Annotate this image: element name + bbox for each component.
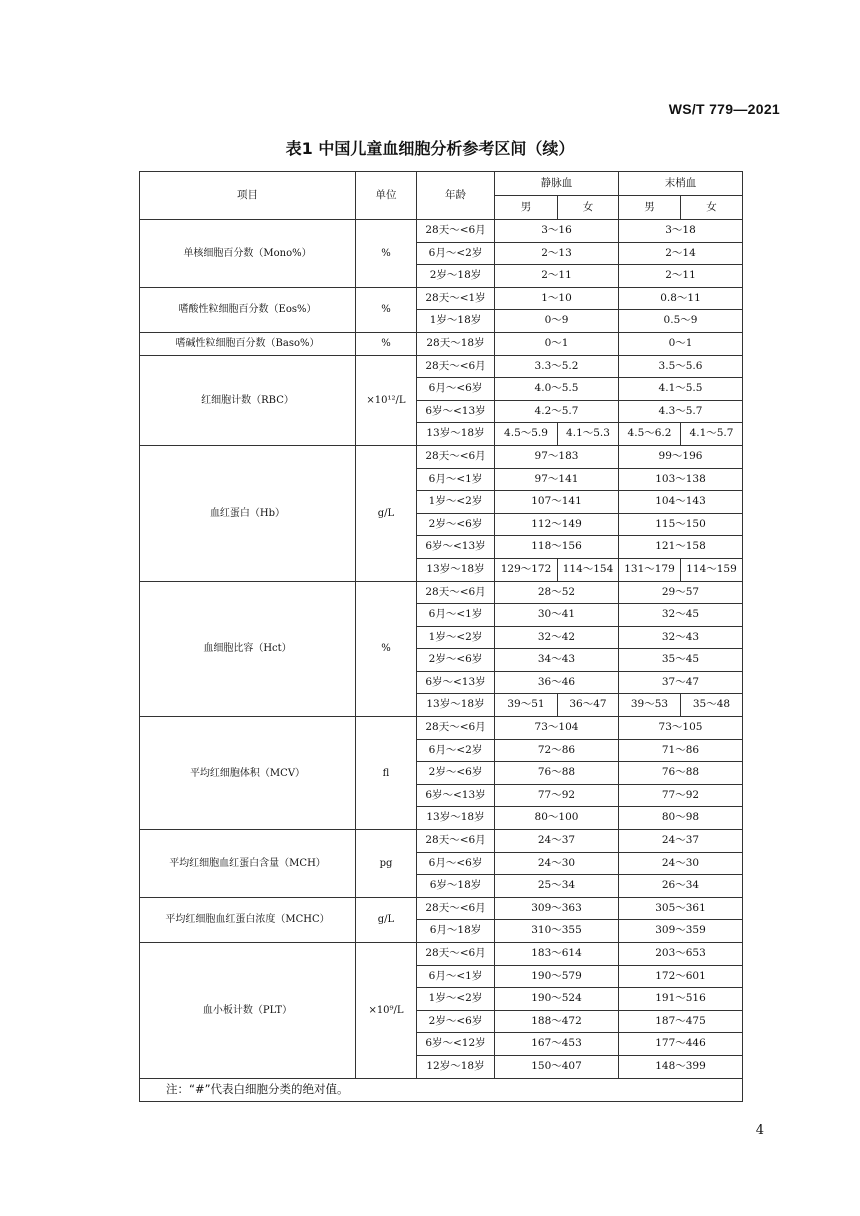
col-header-unit: 单位 [356, 172, 417, 220]
age-range: 13岁～18岁 [417, 423, 495, 446]
age-range: 2岁～<6岁 [417, 649, 495, 672]
age-range: 1岁～<2岁 [417, 626, 495, 649]
venous-value: 24～37 [495, 830, 619, 853]
venous-value: 3.3～5.2 [495, 355, 619, 378]
item-name: 血细胞比容（Hct） [140, 581, 356, 717]
age-range: 28天～<6月 [417, 943, 495, 966]
age-range: 6月～<2岁 [417, 242, 495, 265]
age-range: 6月～<1岁 [417, 965, 495, 988]
peripheral-value: 76～88 [619, 762, 743, 785]
venous-value: 190～524 [495, 988, 619, 1011]
item-unit: % [356, 581, 417, 717]
peripheral-value: 99～196 [619, 445, 743, 468]
age-range: 28天～<6月 [417, 717, 495, 740]
venous-value: 97～141 [495, 468, 619, 491]
age-range: 28天～<6月 [417, 220, 495, 243]
venous-value: 97～183 [495, 445, 619, 468]
peripheral-value: 2～11 [619, 265, 743, 288]
peripheral-value: 121～158 [619, 536, 743, 559]
peripheral-value: 177～446 [619, 1033, 743, 1056]
age-range: 13岁～18岁 [417, 558, 495, 581]
venous-value: 2～11 [495, 265, 619, 288]
reference-table [139, 171, 743, 1102]
venous-value: 28～52 [495, 581, 619, 604]
col-header-peripheral: 末梢血 [619, 172, 743, 196]
peripheral-value: 115～150 [619, 513, 743, 536]
venous-value: 24～30 [495, 852, 619, 875]
table-row [140, 943, 743, 966]
venous-value: 0～1 [495, 332, 619, 355]
age-range: 6月～<2岁 [417, 739, 495, 762]
peripheral-value: 3.5～5.6 [619, 355, 743, 378]
age-range: 28天～<6月 [417, 581, 495, 604]
venous-value: 3～16 [495, 220, 619, 243]
age-range: 28天～<6月 [417, 355, 495, 378]
peripheral-value: 32～43 [619, 626, 743, 649]
venous-value: 76～88 [495, 762, 619, 785]
peripheral-value: 103～138 [619, 468, 743, 491]
venous-female-value: 114～154 [558, 558, 619, 581]
age-range: 12岁～18岁 [417, 1055, 495, 1078]
item-unit: % [356, 287, 417, 332]
venous-value: 150～407 [495, 1055, 619, 1078]
peripheral-value: 80～98 [619, 807, 743, 830]
item-unit: fl [356, 717, 417, 830]
item-name: 平均红细胞体积（MCV） [140, 717, 356, 830]
venous-male-value: 39～51 [495, 694, 558, 717]
peripheral-male-value: 39～53 [619, 694, 681, 717]
age-range: 28天～<6月 [417, 830, 495, 853]
age-range: 2岁～<6岁 [417, 1010, 495, 1033]
item-unit: g/L [356, 897, 417, 942]
table-row [140, 355, 743, 378]
peripheral-male-value: 131～179 [619, 558, 681, 581]
venous-male-value: 129～172 [495, 558, 558, 581]
peripheral-female-value: 35～48 [681, 694, 743, 717]
table-row [140, 830, 743, 853]
age-range: 6岁～<13岁 [417, 536, 495, 559]
col-header-peripheral-male: 男 [619, 196, 681, 220]
peripheral-value: 187～475 [619, 1010, 743, 1033]
table-row [140, 897, 743, 920]
venous-value: 25～34 [495, 875, 619, 898]
item-name: 血小板计数（PLT） [140, 943, 356, 1079]
age-range: 6岁～<13岁 [417, 784, 495, 807]
age-range: 6岁～18岁 [417, 875, 495, 898]
venous-value: 4.2～5.7 [495, 400, 619, 423]
venous-value: 36～46 [495, 671, 619, 694]
peripheral-value: 71～86 [619, 739, 743, 762]
age-range: 2岁～18岁 [417, 265, 495, 288]
item-name: 平均红细胞血红蛋白含量（MCH） [140, 830, 356, 898]
age-range: 6月～<1岁 [417, 604, 495, 627]
age-range: 13岁～18岁 [417, 694, 495, 717]
peripheral-value: 26～34 [619, 875, 743, 898]
peripheral-value: 203～653 [619, 943, 743, 966]
table-body [140, 220, 743, 1079]
peripheral-value: 37～47 [619, 671, 743, 694]
item-unit: ×10¹²/L [356, 355, 417, 445]
table-title: 表1 中国儿童血细胞分析参考区间（续） [285, 139, 575, 158]
peripheral-value: 0～1 [619, 332, 743, 355]
peripheral-value: 309～359 [619, 920, 743, 943]
item-name: 平均红细胞血红蛋白浓度（MCHC） [140, 897, 356, 942]
table-row [140, 332, 743, 355]
item-name: 血红蛋白（Hb） [140, 445, 356, 581]
peripheral-value: 2～14 [619, 242, 743, 265]
venous-value: 72～86 [495, 739, 619, 762]
table-row [140, 717, 743, 740]
standard-code: WS/T 779—2021 [668, 101, 780, 117]
peripheral-value: 4.3～5.7 [619, 400, 743, 423]
peripheral-value: 172～601 [619, 965, 743, 988]
peripheral-value: 0.5～9 [619, 310, 743, 333]
venous-value: 188～472 [495, 1010, 619, 1033]
age-range: 28天～<6月 [417, 897, 495, 920]
age-range: 28天～<1岁 [417, 287, 495, 310]
venous-value: 32～42 [495, 626, 619, 649]
peripheral-value: 32～45 [619, 604, 743, 627]
age-range: 28天～18岁 [417, 332, 495, 355]
peripheral-value: 35～45 [619, 649, 743, 672]
age-range: 6月～18岁 [417, 920, 495, 943]
peripheral-value: 73～105 [619, 717, 743, 740]
peripheral-value: 191～516 [619, 988, 743, 1011]
peripheral-female-value: 114～159 [681, 558, 743, 581]
item-name: 嗜碱性粒细胞百分数（Baso%） [140, 332, 356, 355]
venous-value: 73～104 [495, 717, 619, 740]
col-header-venous-female: 女 [558, 196, 619, 220]
age-range: 2岁～<6岁 [417, 762, 495, 785]
peripheral-male-value: 4.5～6.2 [619, 423, 681, 446]
age-range: 28天～<6月 [417, 445, 495, 468]
venous-value: 310～355 [495, 920, 619, 943]
item-unit: % [356, 332, 417, 355]
venous-value: 2～13 [495, 242, 619, 265]
age-range: 2岁～<6岁 [417, 513, 495, 536]
age-range: 13岁～18岁 [417, 807, 495, 830]
table-row [140, 220, 743, 243]
peripheral-value: 148～399 [619, 1055, 743, 1078]
venous-value: 183～614 [495, 943, 619, 966]
venous-value: 4.0～5.5 [495, 378, 619, 401]
peripheral-value: 29～57 [619, 581, 743, 604]
col-header-venous: 静脉血 [495, 172, 619, 196]
age-range: 1岁～18岁 [417, 310, 495, 333]
peripheral-female-value: 4.1～5.7 [681, 423, 743, 446]
peripheral-value: 0.8～11 [619, 287, 743, 310]
age-range: 6岁～<13岁 [417, 400, 495, 423]
col-header-venous-male: 男 [495, 196, 558, 220]
item-unit: % [356, 220, 417, 288]
table-row [140, 287, 743, 310]
age-range: 6岁～<12岁 [417, 1033, 495, 1056]
table-note: 注：“#”代表白细胞分类的绝对值。 [140, 1078, 743, 1101]
age-range: 6岁～<13岁 [417, 671, 495, 694]
peripheral-value: 24～37 [619, 830, 743, 853]
venous-value: 309～363 [495, 897, 619, 920]
venous-value: 30～41 [495, 604, 619, 627]
peripheral-value: 4.1～5.5 [619, 378, 743, 401]
peripheral-value: 104～143 [619, 491, 743, 514]
item-unit: pg [356, 830, 417, 898]
peripheral-value: 77～92 [619, 784, 743, 807]
item-name: 单核细胞百分数（Mono%） [140, 220, 356, 288]
page-number: 4 [755, 1123, 764, 1138]
item-name: 嗜酸性粒细胞百分数（Eos%） [140, 287, 356, 332]
age-range: 1岁～<2岁 [417, 988, 495, 1011]
age-range: 1岁～<2岁 [417, 491, 495, 514]
venous-value: 80～100 [495, 807, 619, 830]
venous-value: 118～156 [495, 536, 619, 559]
venous-value: 107～141 [495, 491, 619, 514]
age-range: 6月～<6岁 [417, 378, 495, 401]
venous-value: 190～579 [495, 965, 619, 988]
col-header-item: 项目 [140, 172, 356, 220]
item-unit: g/L [356, 445, 417, 581]
table-row [140, 581, 743, 604]
table-row [140, 445, 743, 468]
venous-value: 34～43 [495, 649, 619, 672]
peripheral-value: 24～30 [619, 852, 743, 875]
col-header-peripheral-female: 女 [681, 196, 743, 220]
item-name: 红细胞计数（RBC） [140, 355, 356, 445]
venous-value: 112～149 [495, 513, 619, 536]
venous-value: 167～453 [495, 1033, 619, 1056]
venous-value: 0～9 [495, 310, 619, 333]
venous-male-value: 4.5～5.9 [495, 423, 558, 446]
venous-value: 1～10 [495, 287, 619, 310]
col-header-age: 年龄 [417, 172, 495, 220]
age-range: 6月～<1岁 [417, 468, 495, 491]
item-unit: ×10⁹/L [356, 943, 417, 1079]
peripheral-value: 305～361 [619, 897, 743, 920]
venous-value: 77～92 [495, 784, 619, 807]
venous-female-value: 4.1～5.3 [558, 423, 619, 446]
age-range: 6月～<6岁 [417, 852, 495, 875]
peripheral-value: 3～18 [619, 220, 743, 243]
venous-female-value: 36～47 [558, 694, 619, 717]
